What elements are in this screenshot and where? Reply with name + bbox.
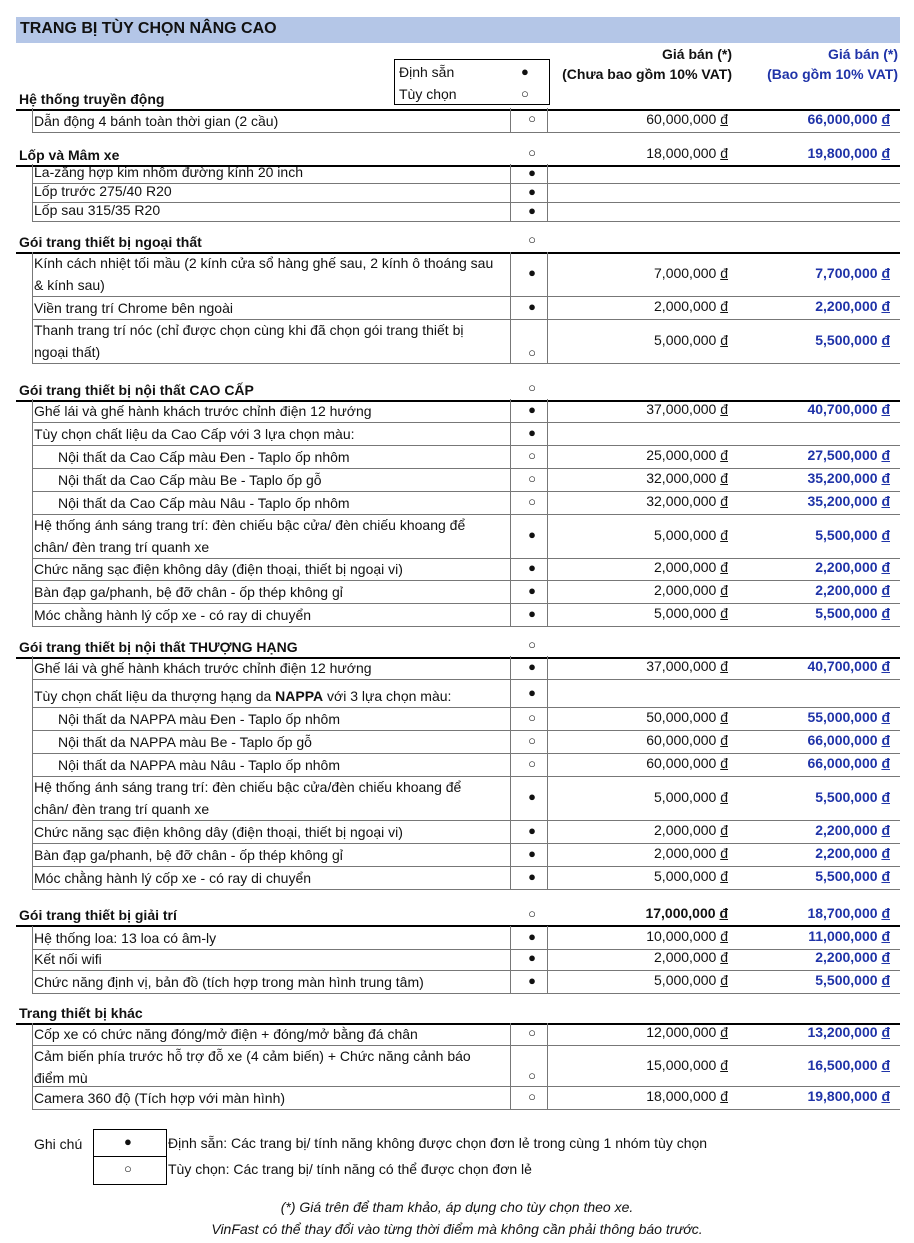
row-divider	[32, 626, 900, 627]
option-name: Tùy chọn chất liệu da thượng hạng da NAPPA với 3 lựa chọn màu:	[34, 688, 452, 704]
column-divider	[32, 843, 33, 866]
column-divider	[547, 557, 548, 580]
section-title: Gói trang thiết bị nội thất THƯỢNG HẠNG	[19, 639, 298, 655]
column-divider	[32, 491, 33, 514]
column-divider	[32, 557, 33, 580]
column-divider	[510, 926, 511, 949]
column-divider	[547, 491, 548, 514]
open-circle-icon: ○	[528, 709, 536, 725]
column-divider	[32, 970, 33, 993]
filled-circle-icon: ●	[528, 684, 536, 700]
column-divider	[32, 399, 33, 422]
section-row	[16, 1000, 900, 1024]
option-name: Cốp xe có chức năng đóng/mở điện + đóng/mở bằng đá chân	[34, 1026, 418, 1042]
filled-circle-icon: ●	[528, 559, 536, 575]
column-divider	[32, 580, 33, 603]
option-name: Bàn đạp ga/phanh, bệ đỡ chân - ốp thép không gỉ	[34, 584, 343, 600]
open-circle-icon: ○	[528, 1025, 536, 1040]
price-excl-vat: 18,000,000 đ	[646, 1088, 728, 1104]
option-row	[16, 866, 900, 889]
column-divider	[32, 753, 33, 776]
column-divider	[547, 514, 548, 558]
notes-symbol-box	[93, 1129, 167, 1185]
column-divider	[547, 1086, 548, 1109]
filled-circle-icon: ●	[528, 972, 536, 988]
option-row	[16, 422, 900, 445]
column-divider	[32, 730, 33, 753]
filled-circle-icon: ●	[528, 658, 536, 674]
column-divider	[510, 491, 511, 514]
price-excl-vat: 37,000,000 đ	[646, 658, 728, 674]
open-circle-icon: ○	[124, 1161, 132, 1176]
price-header-excl-vat-line2: (Chưa bao gồm 10% VAT)	[562, 66, 732, 82]
option-row	[16, 399, 900, 422]
column-divider	[510, 753, 511, 776]
column-divider	[32, 776, 33, 820]
price-excl-vat: 5,000,000 đ	[654, 972, 728, 988]
column-divider	[510, 108, 511, 132]
column-divider	[510, 1023, 511, 1045]
section-row	[16, 904, 900, 926]
column-divider	[547, 656, 548, 679]
option-name: Lốp trước 275/40 R20	[34, 183, 172, 199]
column-divider	[510, 820, 511, 843]
column-divider	[32, 656, 33, 679]
open-circle-icon: ○	[528, 1088, 536, 1104]
column-divider	[510, 603, 511, 626]
column-divider	[510, 580, 511, 603]
option-row	[16, 252, 900, 296]
column-divider	[32, 820, 33, 843]
column-divider	[32, 1086, 33, 1109]
option-row	[16, 656, 900, 679]
price-incl-vat: 55,000,000 đ	[807, 709, 890, 725]
column-divider	[510, 296, 511, 319]
option-name: Kính cách nhiệt tối mầu (2 kính cửa sổ hàng ghế sau, 2 kính ô thoáng sau & kính sau)	[34, 255, 494, 293]
option-row	[16, 926, 900, 949]
column-divider	[547, 843, 548, 866]
price-incl-vat: 11,000,000 đ	[808, 928, 890, 944]
price-incl-vat: 19,800,000 đ	[807, 145, 890, 161]
price-excl-vat: 12,000,000 đ	[646, 1024, 728, 1040]
price-excl-vat: 25,000,000 đ	[646, 447, 728, 463]
price-excl-vat: 2,000,000 đ	[654, 845, 728, 861]
option-name: Ghế lái và ghế hành khách trước chỉnh điện 12 hướng	[34, 660, 372, 676]
price-excl-vat: 2,000,000 đ	[654, 298, 728, 314]
column-divider	[32, 202, 33, 221]
column-divider	[547, 603, 548, 626]
column-divider	[32, 296, 33, 319]
option-row	[16, 730, 900, 753]
price-header-excl-vat-line1: Giá bán (*)	[661, 46, 732, 62]
price-incl-vat: 2,200,000 đ	[815, 559, 890, 575]
price-incl-vat: 2,200,000 đ	[815, 845, 890, 861]
price-incl-vat: 16,500,000 đ	[807, 1056, 890, 1073]
column-divider	[510, 1086, 511, 1109]
column-divider	[510, 514, 511, 558]
option-row	[16, 1086, 900, 1109]
open-circle-icon: ○	[528, 755, 536, 771]
open-circle-icon: ○	[528, 380, 536, 395]
option-name: Nội thất da NAPPA màu Nâu - Taplo ốp nhôm	[58, 757, 340, 773]
option-row	[16, 948, 900, 970]
row-divider	[32, 1109, 900, 1110]
price-excl-vat: 10,000,000 đ	[646, 928, 728, 944]
price-excl-vat: 15,000,000 đ	[646, 1056, 728, 1073]
option-row	[16, 319, 900, 363]
price-excl-vat: 17,000,000 đ	[645, 905, 728, 921]
column-divider	[32, 252, 33, 296]
column-divider	[32, 108, 33, 132]
option-row	[16, 707, 900, 730]
price-excl-vat: 5,000,000 đ	[654, 789, 728, 805]
column-divider	[547, 399, 548, 422]
column-divider	[547, 948, 548, 970]
column-divider	[32, 1023, 33, 1045]
price-header-incl-vat	[767, 46, 898, 82]
price-header-excl-vat	[562, 46, 732, 82]
open-circle-icon: ○	[528, 145, 536, 160]
price-excl-vat: 5,000,000 đ	[654, 332, 728, 348]
option-row	[16, 753, 900, 776]
open-circle-icon: ○	[528, 470, 536, 486]
price-header-incl-vat-line2: (Bao gồm 10% VAT)	[767, 66, 898, 82]
option-name: Kết nối wifi	[34, 951, 102, 967]
filled-circle-icon: ●	[528, 822, 536, 838]
column-divider	[510, 399, 511, 422]
column-divider	[547, 296, 548, 319]
option-name: Ghế lái và ghế hành khách trước chỉnh điện 12 hướng	[34, 403, 372, 419]
price-excl-vat: 50,000,000 đ	[646, 709, 728, 725]
filled-circle-icon: ●	[521, 64, 529, 79]
price-excl-vat: 60,000,000 đ	[646, 755, 728, 771]
option-name: Hệ thống ánh sáng trang trí: đèn chiếu bậc cửa/ đèn chiếu khoang để chân/ đèn trang trí quanh xe	[34, 517, 466, 555]
filled-circle-icon: ●	[528, 424, 536, 440]
price-excl-vat: 2,000,000 đ	[654, 822, 728, 838]
column-divider	[510, 252, 511, 296]
option-row	[16, 820, 900, 843]
column-divider	[510, 656, 511, 679]
section-title: Hệ thống truyền động	[19, 91, 165, 107]
column-divider	[510, 970, 511, 993]
column-divider	[547, 108, 548, 132]
column-divider	[32, 183, 33, 202]
column-divider	[510, 557, 511, 580]
column-divider	[547, 422, 548, 445]
option-name: Nội thất da NAPPA màu Đen - Taplo ốp nhôm	[58, 711, 340, 727]
column-divider	[32, 603, 33, 626]
column-divider	[510, 866, 511, 889]
column-divider	[510, 707, 511, 730]
option-name: Viền trang trí Chrome bên ngoài	[34, 300, 233, 316]
option-name: Cảm biến phía trước hỗ trợ đỗ xe (4 cảm biến) + Chức năng cảnh báo điểm mù	[34, 1048, 471, 1086]
option-row	[16, 970, 900, 993]
option-row	[16, 445, 900, 468]
price-excl-vat: 5,000,000 đ	[654, 605, 728, 621]
option-row	[16, 202, 900, 221]
price-incl-vat: 40,700,000 đ	[807, 401, 890, 417]
option-name: Hệ thống loa: 13 loa có âm-ly	[34, 930, 217, 946]
price-incl-vat: 5,500,000 đ	[815, 527, 890, 543]
option-row	[16, 1023, 900, 1045]
price-incl-vat: 27,500,000 đ	[807, 447, 890, 463]
option-row	[16, 514, 900, 558]
column-divider	[510, 1045, 511, 1086]
price-excl-vat: 37,000,000 đ	[646, 401, 728, 417]
option-row	[16, 468, 900, 491]
price-incl-vat: 2,200,000 đ	[815, 822, 890, 838]
price-incl-vat: 5,500,000 đ	[815, 868, 890, 884]
price-incl-vat: 35,200,000 đ	[807, 493, 890, 509]
column-divider	[510, 680, 511, 707]
option-row	[16, 580, 900, 603]
column-divider	[547, 252, 548, 296]
price-incl-vat: 13,200,000 đ	[807, 1024, 890, 1040]
option-row	[16, 296, 900, 319]
price-excl-vat: 2,000,000 đ	[654, 949, 728, 965]
column-divider	[32, 680, 33, 707]
option-name: Móc chằng hành lý cốp xe - có ray di chuyển	[34, 607, 312, 623]
legend-standard-label: Định sẵn	[399, 64, 455, 80]
footer-disclaimer-line2: VinFast có thể thay đổi vào từng thời điểm mà không cần phải thông báo trước.	[211, 1221, 703, 1237]
option-row	[16, 776, 900, 820]
price-incl-vat: 5,500,000 đ	[815, 332, 890, 348]
column-divider	[547, 445, 548, 468]
price-excl-vat: 60,000,000 đ	[646, 732, 728, 748]
column-divider	[510, 202, 511, 221]
option-name: Chức năng sạc điện không dây (điện thoại, thiết bị ngoại vi)	[34, 824, 403, 840]
column-divider	[547, 866, 548, 889]
price-incl-vat: 66,000,000 đ	[807, 755, 890, 771]
column-divider	[510, 843, 511, 866]
section-title: Gói trang thiết bị nội thất CAO CẤP	[19, 382, 254, 398]
notes-label: Ghi chú	[34, 1136, 83, 1152]
filled-circle-icon: ●	[528, 298, 536, 314]
column-divider	[32, 468, 33, 491]
option-name: Bàn đạp ga/phanh, bệ đỡ chân - ốp thép không gỉ	[34, 847, 343, 863]
filled-circle-icon: ●	[528, 202, 536, 218]
open-circle-icon: ○	[521, 86, 529, 101]
section-title: Gói trang thiết bị giải trí	[19, 907, 177, 923]
price-incl-vat: 18,700,000 đ	[807, 905, 890, 921]
column-divider	[510, 422, 511, 445]
open-circle-icon: ○	[528, 345, 536, 360]
column-divider	[32, 926, 33, 949]
column-divider	[547, 1023, 548, 1045]
price-incl-vat: 2,200,000 đ	[815, 949, 890, 965]
filled-circle-icon: ●	[528, 789, 536, 804]
option-name: Thanh trang trí nóc (chỉ được chọn cùng khi đã chọn gói trang thiết bị ngoại thất)	[34, 322, 464, 360]
option-name: Lốp sau 315/35 R20	[34, 202, 161, 218]
open-circle-icon: ○	[528, 111, 536, 126]
column-divider	[547, 753, 548, 776]
column-divider	[547, 680, 548, 707]
column-divider	[547, 730, 548, 753]
filled-circle-icon: ●	[528, 950, 536, 965]
price-incl-vat: 5,500,000 đ	[815, 605, 890, 621]
open-circle-icon: ○	[528, 493, 536, 509]
section-title: Trang thiết bị khác	[19, 1005, 143, 1021]
column-divider	[32, 866, 33, 889]
price-excl-vat: 32,000,000 đ	[646, 470, 728, 486]
price-incl-vat: 66,000,000 đ	[807, 732, 890, 748]
filled-circle-icon: ●	[528, 868, 536, 884]
column-divider	[547, 202, 548, 221]
price-excl-vat: 18,000,000 đ	[646, 145, 728, 161]
option-name: Hệ thống ánh sáng trang trí: đèn chiếu bậc cửa/đèn chiếu khoang để chân/ đèn trang trí quanh xe	[34, 779, 462, 817]
section-row	[16, 86, 900, 110]
price-incl-vat: 35,200,000 đ	[807, 470, 890, 486]
price-excl-vat: 32,000,000 đ	[646, 493, 728, 509]
section-title: Lốp và Mâm xe	[19, 147, 120, 163]
open-circle-icon: ○	[528, 637, 536, 652]
filled-circle-icon: ●	[528, 605, 536, 621]
option-name: La-zăng hợp kim nhôm đường kính 20 inch	[34, 164, 303, 180]
column-divider	[510, 183, 511, 202]
column-divider	[547, 580, 548, 603]
filled-circle-icon: ●	[528, 582, 536, 598]
column-divider	[32, 707, 33, 730]
open-circle-icon: ○	[528, 447, 536, 463]
page-title-bar	[16, 17, 900, 43]
column-divider	[547, 820, 548, 843]
column-divider	[32, 422, 33, 445]
notes-standard-text: Định sẵn: Các trang bị/ tính năng không được chọn đơn lẻ trong cùng 1 nhóm tùy chọn	[168, 1135, 708, 1151]
column-divider	[32, 164, 33, 183]
option-row	[16, 108, 900, 132]
column-divider	[510, 164, 511, 183]
filled-circle-icon: ●	[528, 928, 536, 944]
price-excl-vat: 7,000,000 đ	[654, 265, 728, 281]
option-name: Tùy chọn chất liệu da Cao Cấp với 3 lựa chọn màu:	[34, 426, 355, 442]
column-divider	[547, 926, 548, 949]
price-excl-vat: 5,000,000 đ	[654, 868, 728, 884]
filled-circle-icon: ●	[528, 401, 536, 417]
column-divider	[547, 707, 548, 730]
price-incl-vat: 5,500,000 đ	[815, 972, 890, 988]
price-incl-vat: 40,700,000 đ	[807, 658, 890, 674]
notes-optional-text: Tùy chọn: Các trang bị/ tính năng có thể được chọn đơn lẻ	[168, 1161, 532, 1177]
price-excl-vat: 2,000,000 đ	[654, 582, 728, 598]
section-title: Gói trang thiết bị ngoại thất	[19, 234, 202, 250]
column-divider	[510, 730, 511, 753]
option-name: Dẫn động 4 bánh toàn thời gian (2 cầu)	[34, 113, 279, 129]
open-circle-icon: ○	[528, 1068, 536, 1083]
option-row	[16, 603, 900, 626]
filled-circle-icon: ●	[528, 845, 536, 861]
option-row	[16, 557, 900, 580]
column-divider	[32, 514, 33, 558]
column-divider	[547, 183, 548, 202]
price-incl-vat: 19,800,000 đ	[807, 1088, 890, 1104]
column-divider	[547, 970, 548, 993]
row-divider	[32, 221, 900, 222]
row-divider	[32, 132, 900, 133]
section-row	[16, 634, 900, 658]
legend-optional-label: Tùy chọn	[399, 86, 457, 102]
option-row	[16, 491, 900, 514]
filled-circle-icon: ●	[528, 183, 536, 199]
column-divider	[510, 468, 511, 491]
open-circle-icon: ○	[528, 232, 536, 247]
open-circle-icon: ○	[528, 906, 536, 921]
row-divider	[32, 889, 900, 890]
price-excl-vat: 2,000,000 đ	[654, 559, 728, 575]
column-divider	[547, 468, 548, 491]
price-header-incl-vat-line1: Giá bán (*)	[827, 46, 898, 62]
section-row	[16, 377, 900, 401]
column-divider	[547, 164, 548, 183]
option-name: Móc chằng hành lý cốp xe - có ray di chuyển	[34, 870, 312, 886]
footer-disclaimer-line1: (*) Giá trên để tham khảo, áp dụng cho tùy chọn theo xe.	[280, 1199, 634, 1215]
filled-circle-icon: ●	[528, 527, 536, 542]
column-divider	[32, 948, 33, 970]
page-title: TRANG BỊ TÙY CHỌN NÂNG CAO	[20, 20, 277, 37]
column-divider	[547, 319, 548, 363]
column-divider	[510, 948, 511, 970]
option-name: Camera 360 độ (Tích hợp với màn hình)	[34, 1090, 286, 1106]
price-incl-vat: 5,500,000 đ	[815, 789, 890, 805]
filled-circle-icon: ●	[528, 164, 536, 180]
option-row	[16, 843, 900, 866]
option-name: Chức năng định vị, bản đồ (tích hợp trong màn hình trung tâm)	[34, 974, 424, 990]
filled-circle-icon: ●	[528, 265, 536, 280]
option-row	[16, 1045, 900, 1086]
row-divider	[32, 363, 900, 364]
option-name: Nội thất da Cao Cấp màu Nâu - Taplo ốp nhôm	[58, 495, 350, 511]
price-excl-vat: 60,000,000 đ	[646, 111, 728, 127]
price-incl-vat: 7,700,000 đ	[815, 265, 890, 281]
row-divider	[32, 993, 900, 994]
column-divider	[547, 776, 548, 820]
price-incl-vat: 2,200,000 đ	[815, 582, 890, 598]
section-row	[16, 229, 900, 253]
column-divider	[510, 776, 511, 820]
filled-circle-icon: ●	[124, 1134, 132, 1149]
column-divider	[510, 319, 511, 363]
option-name: Nội thất da NAPPA màu Be - Taplo ốp gỗ	[58, 734, 312, 750]
option-name: Nội thất da Cao Cấp màu Đen - Taplo ốp nhôm	[58, 449, 350, 465]
option-row	[16, 680, 900, 707]
open-circle-icon: ○	[528, 732, 536, 748]
price-incl-vat: 2,200,000 đ	[815, 298, 890, 314]
price-excl-vat: 5,000,000 đ	[654, 527, 728, 543]
column-divider	[32, 319, 33, 363]
column-divider	[547, 1045, 548, 1086]
price-incl-vat: 66,000,000 đ	[807, 111, 890, 127]
option-name: Nội thất da Cao Cấp màu Be - Taplo ốp gỗ	[58, 472, 322, 488]
option-name: Chức năng sạc điện không dây (điện thoại, thiết bị ngoại vi)	[34, 561, 403, 577]
column-divider	[32, 1045, 33, 1086]
column-divider	[32, 445, 33, 468]
column-divider	[510, 445, 511, 468]
